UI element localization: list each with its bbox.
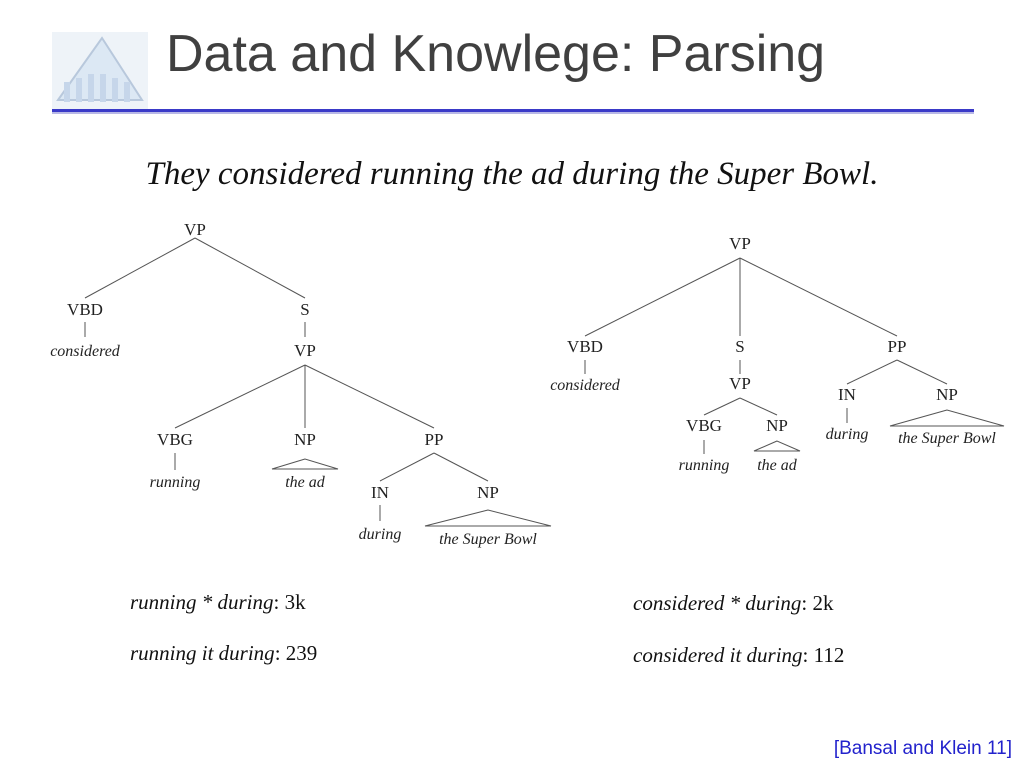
stat-phrase: considered it during xyxy=(633,643,803,667)
node-vbg: VBG xyxy=(157,430,193,449)
word-running: running xyxy=(149,474,201,491)
node-s: S xyxy=(735,337,745,356)
word-during: during xyxy=(358,526,402,543)
node-vbd: VBD xyxy=(67,300,103,319)
node-vp: VP xyxy=(184,220,206,239)
node-in: IN xyxy=(838,385,856,404)
node-pp: PP xyxy=(887,337,907,356)
stat-count: : 2k xyxy=(801,591,834,615)
node-vbd: VBD xyxy=(567,337,603,356)
node-vp: VP xyxy=(729,234,751,253)
stat-count: : 3k xyxy=(273,590,306,614)
example-sentence: They considered running the ad during the Super Bowl. xyxy=(145,156,879,192)
node-np: NP xyxy=(936,385,958,404)
slide-title: Data and Knowlege: Parsing xyxy=(166,25,826,83)
stat-phrase: running it during xyxy=(130,641,275,665)
word-considered: considered xyxy=(50,343,120,360)
node-np: NP xyxy=(766,416,788,435)
stat-count: : 239 xyxy=(274,641,318,665)
node-np: NP xyxy=(477,483,499,502)
word-the-super-bowl: the Super Bowl xyxy=(439,531,537,548)
stat-considered-it-during xyxy=(633,643,844,668)
word-the-super-bowl: the Super Bowl xyxy=(898,430,996,447)
stat-count: : 112 xyxy=(802,643,845,667)
stat-considered-wildcard-during xyxy=(633,591,833,616)
node-s: S xyxy=(300,300,310,319)
node-np: NP xyxy=(294,430,316,449)
word-the-ad: the ad xyxy=(757,457,797,474)
word-considered: considered xyxy=(550,377,620,394)
node-vp: VP xyxy=(294,341,316,360)
stat-running-wildcard-during xyxy=(130,590,306,615)
node-vbg: VBG xyxy=(686,416,722,435)
stat-running-it-during xyxy=(130,641,317,666)
node-vp: VP xyxy=(729,374,751,393)
citation: [Bansal and Klein 11] xyxy=(833,738,1012,759)
word-running: running xyxy=(678,457,730,474)
word-during: during xyxy=(825,426,869,443)
word-the-ad: the ad xyxy=(285,474,325,491)
stat-phrase: considered * during xyxy=(633,591,802,615)
stat-phrase: running * during xyxy=(130,590,274,614)
node-pp: PP xyxy=(424,430,444,449)
node-in: IN xyxy=(371,483,389,502)
